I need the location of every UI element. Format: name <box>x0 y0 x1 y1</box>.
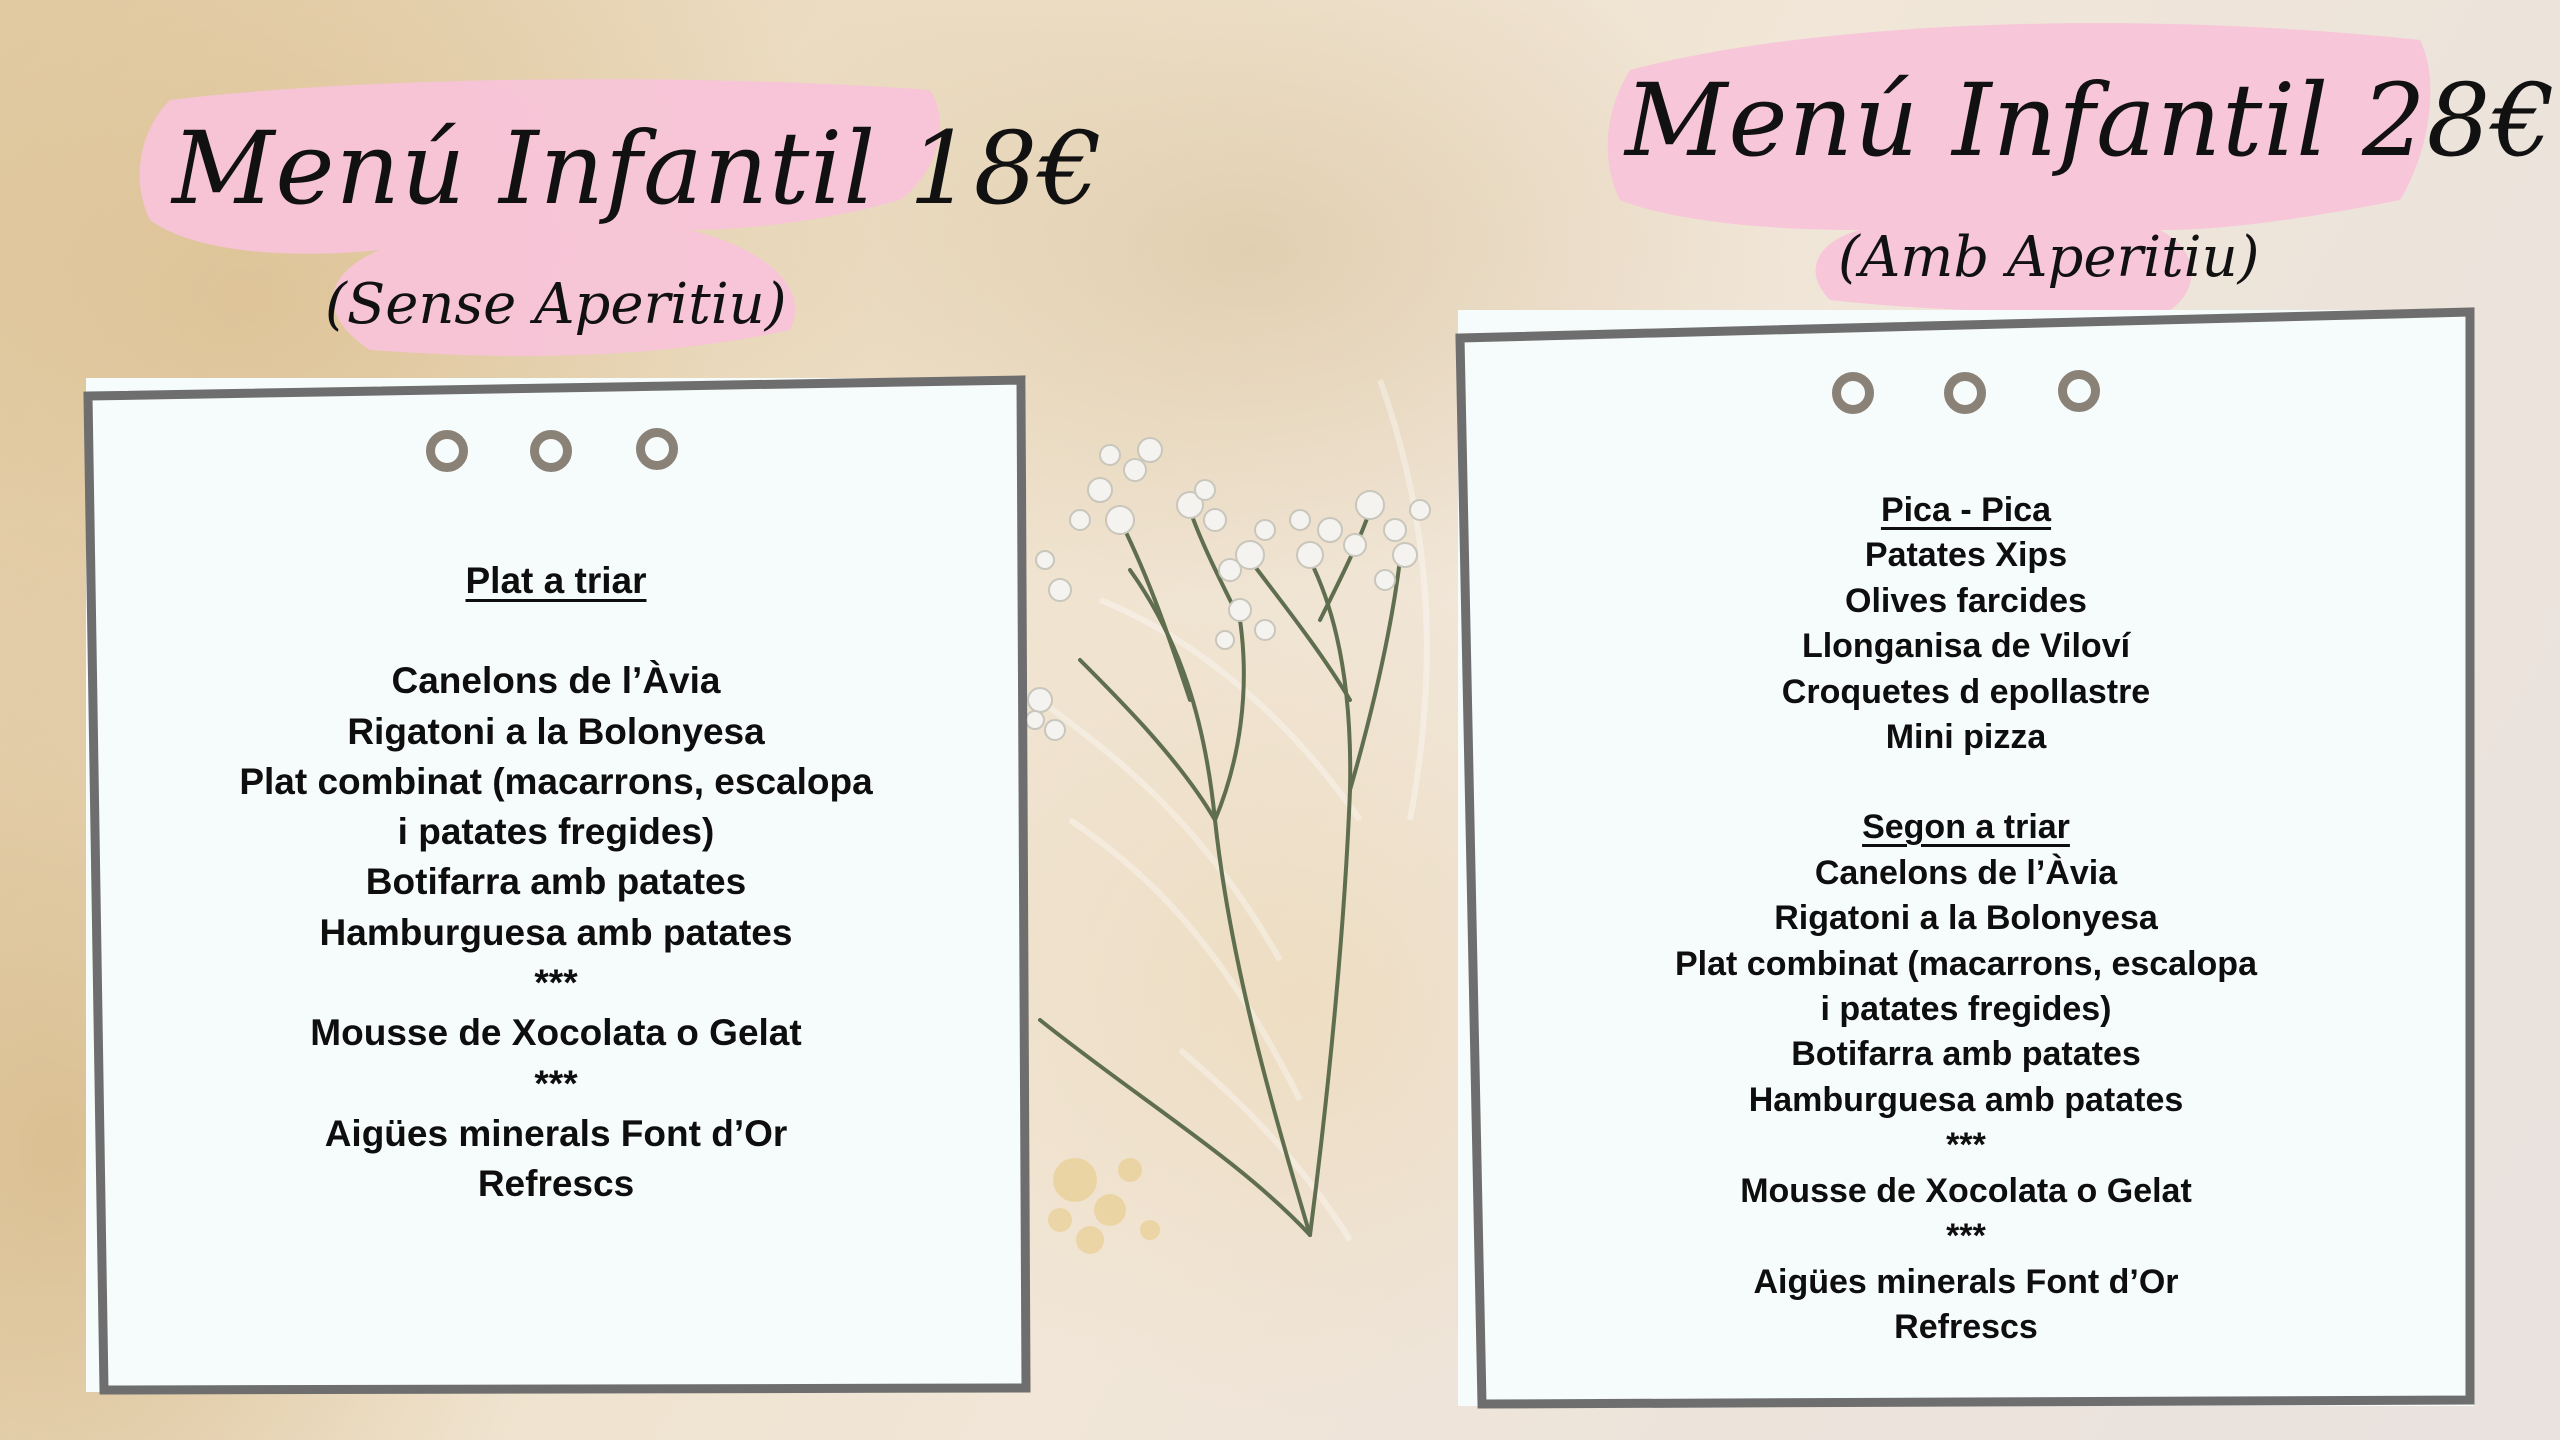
flower-sprig <box>1040 510 1400 1235</box>
flower-blossoms <box>1026 438 1430 740</box>
starter-item: Patates Xips <box>1864 536 2068 575</box>
binder-ring <box>1832 372 1874 414</box>
menu-separator: *** <box>534 1062 578 1104</box>
left-menu-title: Menú Infantil 18€ <box>172 110 1103 227</box>
starter-heading: Pica - Pica <box>1880 491 2052 529</box>
right-menu-content <box>1458 488 2474 1350</box>
menu-item: Mousse de Xocolata o Gelat <box>1740 1171 2192 1210</box>
menu-item: Mousse de Xocolata o Gelat <box>310 1012 802 1054</box>
left-section-heading: Plat a triar <box>465 560 647 601</box>
right-menu-subtitle: (Amb Aperitiu) <box>1838 225 2260 290</box>
right-section-heading: Segon a triar <box>1862 808 2070 847</box>
right-menu-card <box>1458 310 2474 1406</box>
starter-item: Olives farcides <box>1845 581 2087 620</box>
spacer <box>86 606 1026 656</box>
menu-item: Canelons de l’Àvia <box>1814 853 2118 892</box>
menu-item: Rigatoni a la Bolonyesa <box>1774 899 2158 938</box>
menu-item: Hamburguesa amb patates <box>1748 1080 2184 1119</box>
menu-separator: *** <box>1946 1217 1986 1256</box>
menu-item: Refrescs <box>477 1163 635 1205</box>
binder-ring <box>2058 370 2100 412</box>
binder-ring <box>1944 372 1986 414</box>
menu-item: Hamburguesa amb patates <box>319 911 793 953</box>
menu-item: i patates fregides) <box>1820 990 2112 1029</box>
left-menu-card <box>86 378 1026 1392</box>
menu-item: Canelons de l’Àvia <box>391 660 721 702</box>
left-menu-subtitle: (Sense Aperitiu) <box>325 272 787 337</box>
binder-ring <box>530 430 572 472</box>
right-menu-title: Menú Infantil 28€ <box>1625 62 2556 179</box>
left-menu-content <box>86 556 1026 1210</box>
menu-separator: *** <box>534 962 578 1004</box>
menu-item: Botifarra amb patates <box>1791 1035 2141 1074</box>
menu-item: Botifarra amb patates <box>365 861 747 903</box>
menu-item: i patates fregides) <box>397 811 715 853</box>
starter-item: Croquetes d epollastre <box>1781 672 2151 711</box>
menu-item: Aigües minerals Font d’Or <box>324 1112 788 1154</box>
spacer <box>1458 760 2474 805</box>
menu-item: Aigües minerals Font d’Or <box>1753 1262 2179 1301</box>
menu-item: Refrescs <box>1894 1307 2038 1346</box>
menu-item: Plat combinat (macarrons, escalopa <box>239 760 873 802</box>
starter-item: Llonganisa de Viloví <box>1801 627 2131 666</box>
binder-ring <box>426 430 468 472</box>
starter-item: Mini pizza <box>1885 718 2047 757</box>
menu-separator: *** <box>1946 1126 1986 1165</box>
menu-item: Plat combinat (macarrons, escalopa <box>1675 944 2257 983</box>
gold-glitter <box>1048 1158 1160 1254</box>
binder-ring <box>636 428 678 470</box>
menu-item: Rigatoni a la Bolonyesa <box>347 710 765 752</box>
